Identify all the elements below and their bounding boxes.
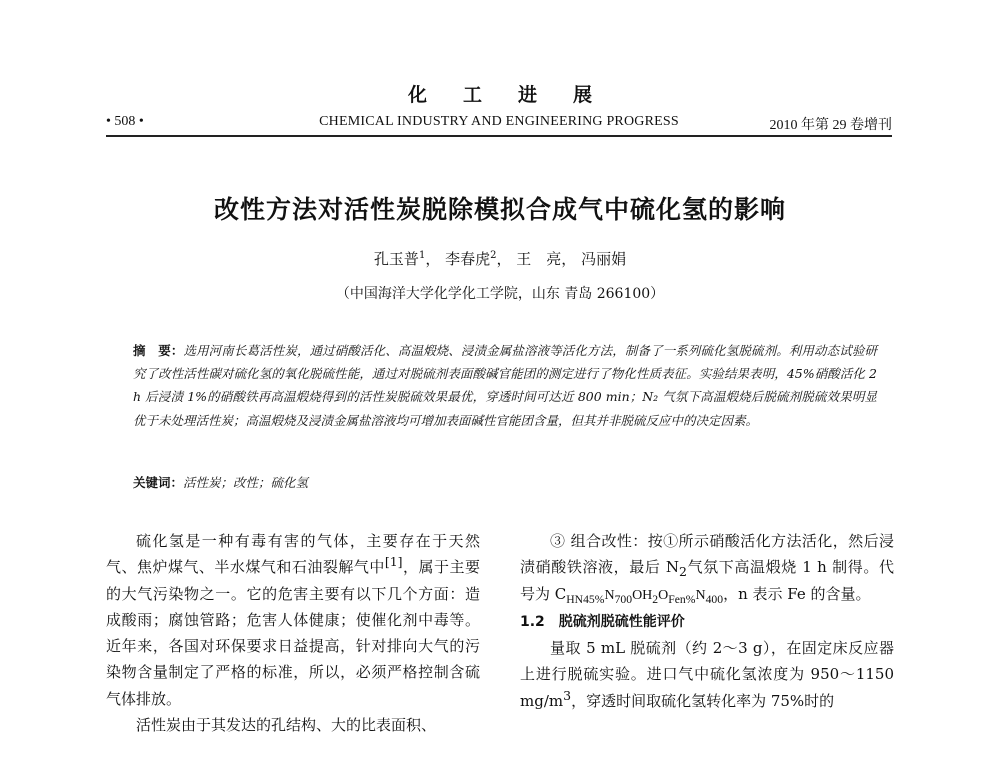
- abstract-label: 摘 要：: [133, 343, 184, 358]
- keywords-label: 关键词：: [133, 475, 184, 490]
- author-affil-mark: 2: [490, 250, 497, 261]
- page-number: • 508 •: [106, 114, 144, 129]
- journal-title-cn: 化工进展: [407, 84, 628, 106]
- citation-ref[interactable]: [1]: [384, 554, 403, 570]
- journal-title-en: CHEMICAL INDUSTRY AND ENGINEERING PROGRESS: [319, 114, 679, 129]
- affiliation: （中国海洋大学化学化工学院，山东 青岛 266100）: [335, 286, 665, 302]
- abstract: [133, 339, 877, 432]
- issue-info: 2010 年第 29 卷增刊: [769, 118, 892, 133]
- paragraph: 量取 5 mL 脱硫剂（约 2～3 g），在固定床反应器上进行脱硫实验。进口气中硫化氢浓度为 950～1150 $mg/m^3$，穿透时间取硫化氢转化率为 75%时的: [520, 639, 894, 710]
- author-name: 孔玉普: [373, 250, 419, 268]
- body-column-left: [106, 528, 480, 738]
- author-name: 冯丽娟: [581, 250, 627, 268]
- author-name: 王 亮: [516, 250, 562, 268]
- keywords-text: 活性炭；改性；硫化氢: [183, 475, 309, 490]
- paragraph: 硫化氢是一种有毒有害的气体，主要存在于天然气、焦炉煤气、半水煤气和石油裂解气中[1]，属于主要的大气污染物之一。它的危害主要有以下几个方面：造成酸雨；腐蚀管路；危害人体健康；使催化剂中毒等。近年来，各国对环保要求日益提高，针对排向大气的污染物含量制定了严格的标准，所以，必须严格控制含硫气体排放。: [106, 532, 480, 708]
- abstract-text: 选用河南长葛活性炭，通过硝酸活化、高温煅烧、浸渍金属盐溶液等活化方法，制备了一系列硫化氢脱硫剂。利用动态试验研究了改性活性碳对硫化氢的氧化脱硫性能，通过对脱硫剂表面酸碱官能团的测定进行了物化性质表征。实验结果表明，45%硝酸活化 2 h 后浸渍 1%的硝酸铁再高温煅烧得到的活性炭脱硫效果最优，穿透时间可达近 800 min；N₂ 气氛下高温煅烧后脱硫剂脱硫效果明显优于未处理活性炭；高温煅烧及浸渍金属盐溶液均可增加表面碱性官能团含量，但其并非脱硫反应中的决定因素。: [133, 343, 877, 428]
- paragraph: ③ 组合改性：按①所示硝酸活化方法活化，然后浸渍硝酸铁溶液，最后 $N_2$气氛下高温煅烧 1 h 制得。代号为 $C_{HN45\%}N_{700}OH_2O_{Fen\%}N_{400}$，n 表示 Fe 的含量。: [520, 532, 894, 606]
- body-column-right: [520, 528, 894, 714]
- header-rule: [106, 135, 892, 137]
- keywords: [133, 473, 877, 491]
- article-title: 改性方法对活性炭脱除模拟合成气中硫化氢的影响: [213, 195, 786, 224]
- running-header: [106, 114, 892, 136]
- sample-code-formula: $_{HN45\%}N_{700}OH_2O_{Fen\%}N_{400}$: [566, 587, 724, 606]
- author-list: 孔玉普$^1$， 李春虎$^2$， 王 亮， 冯丽娟: [373, 250, 627, 268]
- author-name: 李春虎: [445, 250, 491, 268]
- paragraph: 活性炭由于其发达的孔结构、大的比表面积、: [136, 716, 437, 735]
- section-heading: 1.2 脱硫剂脱硫性能评价: [520, 613, 685, 630]
- author-affil-mark: 1: [418, 250, 426, 261]
